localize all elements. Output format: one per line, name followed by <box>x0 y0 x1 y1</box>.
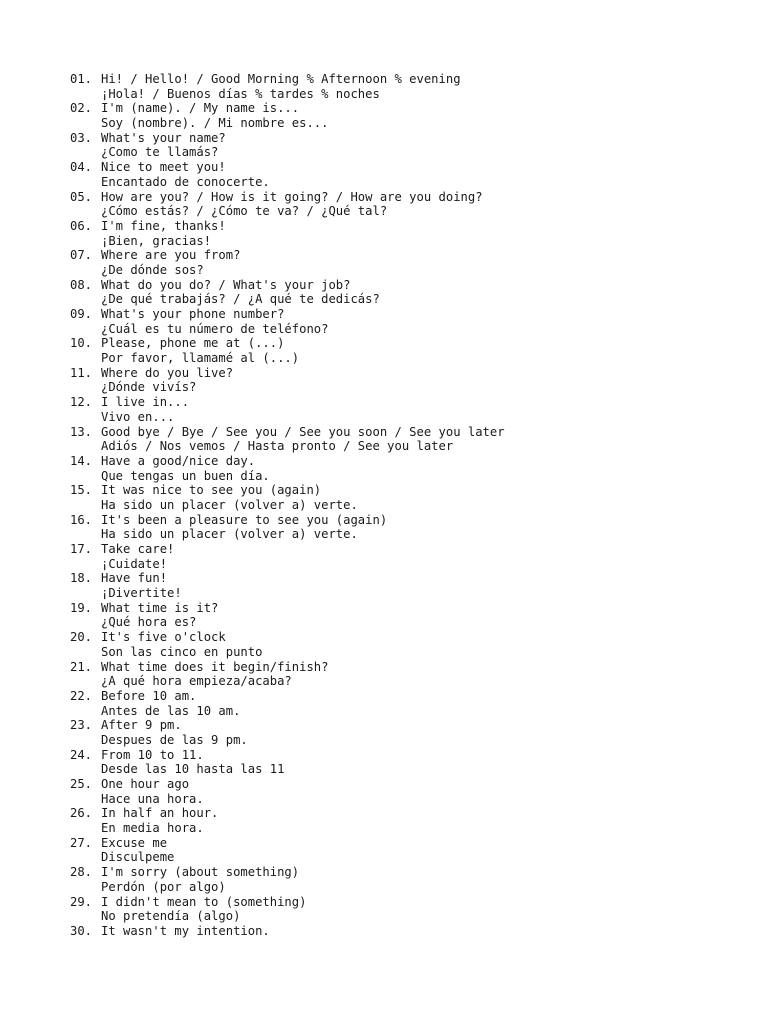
phrase-entry <box>70 278 505 307</box>
entry-number: 22. <box>70 688 93 703</box>
english-phrase: Before 10 am. <box>101 688 197 703</box>
spanish-line <box>70 821 505 836</box>
spanish-phrase: ¿Cómo estás? / ¿Cómo te va? / ¿Qué tal? <box>101 204 388 219</box>
spanish-line <box>70 498 505 513</box>
english-phrase: Please, phone me at (...) <box>101 336 285 351</box>
phrase-entry <box>70 513 505 542</box>
spanish-phrase: Por favor, llamamé al (...) <box>101 351 300 366</box>
english-line <box>70 601 505 616</box>
english-phrase: I'm (name). / My name is... <box>101 101 300 116</box>
spanish-line <box>70 145 505 160</box>
english-line <box>70 101 505 116</box>
entry-number: 16. <box>70 512 93 527</box>
spanish-line <box>70 234 505 249</box>
english-phrase: I'm sorry (about something) <box>101 865 300 880</box>
english-line <box>70 190 505 205</box>
spanish-phrase: Soy (nombre). / Mi nombre es... <box>101 116 329 131</box>
entry-number: 26. <box>70 806 93 821</box>
phrase-entry <box>70 425 505 454</box>
phrase-entry <box>70 748 505 777</box>
english-line <box>70 777 505 792</box>
phrase-entry <box>70 689 505 718</box>
spanish-phrase: Adiós / Nos vemos / Hasta pronto / See you later <box>101 439 454 454</box>
entry-number: 29. <box>70 894 93 909</box>
spanish-line <box>70 674 505 689</box>
phrase-list <box>70 72 505 939</box>
phrase-entry <box>70 307 505 336</box>
english-phrase: Hi! / Hello! / Good Morning % Afternoon % evening <box>101 72 461 86</box>
entry-number: 19. <box>70 600 93 615</box>
english-line <box>70 366 505 381</box>
phrase-entry <box>70 660 505 689</box>
english-line <box>70 425 505 440</box>
entry-number: 08. <box>70 277 93 292</box>
spanish-line <box>70 850 505 865</box>
english-line <box>70 660 505 675</box>
entry-number: 07. <box>70 248 93 263</box>
entry-number: 13. <box>70 424 93 439</box>
phrase-entry <box>70 336 505 365</box>
english-line <box>70 513 505 528</box>
english-phrase: It's five o'clock <box>101 630 226 645</box>
spanish-phrase: Desde las 10 hasta las 11 <box>101 762 285 777</box>
english-phrase: It's been a pleasure to see you (again) <box>101 512 388 527</box>
english-phrase: I live in... <box>101 395 190 410</box>
phrase-entry <box>70 248 505 277</box>
english-line <box>70 718 505 733</box>
spanish-line <box>70 586 505 601</box>
english-line <box>70 806 505 821</box>
phrase-entry <box>70 160 505 189</box>
entry-number: 30. <box>70 923 93 938</box>
phrase-entry <box>70 454 505 483</box>
spanish-phrase: Ha sido un placer (volver a) verte. <box>101 497 358 512</box>
english-phrase: Take care! <box>101 542 175 556</box>
english-phrase: How are you? / How is it going? / How are you doing? <box>101 189 483 204</box>
entry-number: 11. <box>70 365 93 380</box>
english-phrase: It was nice to see you (again) <box>101 483 322 498</box>
english-phrase: It wasn't my intention. <box>101 923 270 938</box>
english-phrase: What's your name? <box>101 130 226 145</box>
spanish-line <box>70 557 505 572</box>
phrase-entry <box>70 483 505 512</box>
english-line <box>70 219 505 234</box>
phrase-entry <box>70 101 505 130</box>
english-line <box>70 248 505 263</box>
spanish-line <box>70 792 505 807</box>
english-phrase: Have a good/nice day. <box>101 453 256 468</box>
spanish-phrase: Son las cinco en punto <box>101 644 263 659</box>
spanish-line <box>70 880 505 895</box>
spanish-line <box>70 351 505 366</box>
english-line <box>70 542 505 557</box>
english-phrase: After 9 pm. <box>101 718 182 733</box>
entry-number: 28. <box>70 865 93 880</box>
phrase-entry <box>70 72 505 101</box>
spanish-phrase: No pretendía (algo) <box>101 909 241 924</box>
english-phrase: From 10 to 11. <box>101 747 204 762</box>
phrase-entry <box>70 219 505 248</box>
spanish-phrase: Disculpeme <box>101 850 175 865</box>
english-line <box>70 307 505 322</box>
spanish-phrase: Que tengas un buen día. <box>101 468 270 483</box>
spanish-line <box>70 380 505 395</box>
english-line <box>70 865 505 880</box>
spanish-line <box>70 322 505 337</box>
english-line <box>70 630 505 645</box>
english-phrase: What do you do? / What's your job? <box>101 277 351 292</box>
spanish-line <box>70 204 505 219</box>
spanish-phrase: Vivo en... <box>101 409 175 424</box>
english-phrase: I didn't mean to (something) <box>101 894 307 909</box>
english-phrase: Have fun! <box>101 571 168 586</box>
english-line <box>70 131 505 146</box>
phrase-entry <box>70 806 505 835</box>
spanish-phrase: ¡Cuidate! <box>101 556 168 571</box>
english-phrase: What time is it? <box>101 600 219 615</box>
spanish-phrase: ¡Divertite! <box>101 586 182 601</box>
phrase-entry <box>70 571 505 600</box>
entry-number: 25. <box>70 777 93 791</box>
english-line <box>70 571 505 586</box>
spanish-line <box>70 292 505 307</box>
spanish-phrase: ¿Qué hora es? <box>101 615 197 630</box>
english-line <box>70 924 505 939</box>
spanish-phrase: Ha sido un placer (volver a) verte. <box>101 527 358 542</box>
english-line <box>70 278 505 293</box>
phrase-entry <box>70 542 505 571</box>
phrase-entry <box>70 190 505 219</box>
english-line <box>70 689 505 704</box>
phrase-entry <box>70 366 505 395</box>
phrase-entry <box>70 395 505 424</box>
phrase-entry <box>70 601 505 630</box>
spanish-line <box>70 762 505 777</box>
english-line <box>70 395 505 410</box>
english-phrase: Good bye / Bye / See you / See you soon / See you later <box>101 424 505 439</box>
english-phrase: I'm fine, thanks! <box>101 218 226 233</box>
english-line <box>70 483 505 498</box>
spanish-line <box>70 615 505 630</box>
english-line <box>70 748 505 763</box>
entry-number: 05. <box>70 189 93 204</box>
entry-number: 09. <box>70 307 93 321</box>
english-line <box>70 454 505 469</box>
spanish-phrase: ¿A qué hora empieza/acaba? <box>101 674 292 689</box>
spanish-line <box>70 527 505 542</box>
entry-number: 02. <box>70 101 93 116</box>
english-line <box>70 895 505 910</box>
spanish-phrase: ¿Cuál es tu número de teléfono? <box>101 321 329 336</box>
spanish-phrase: En media hora. <box>101 821 204 836</box>
entry-number: 20. <box>70 630 93 645</box>
english-phrase: Nice to meet you! <box>101 160 226 175</box>
entry-number: 15. <box>70 483 93 498</box>
spanish-line <box>70 704 505 719</box>
phrase-entry <box>70 895 505 924</box>
english-phrase: One hour ago <box>101 777 190 791</box>
spanish-phrase: Antes de las 10 am. <box>101 703 241 718</box>
spanish-phrase: Despues de las 9 pm. <box>101 732 248 747</box>
phrase-entry <box>70 777 505 806</box>
spanish-phrase: ¡Hola! / Buenos días % tardes % noches <box>101 86 380 101</box>
english-phrase: Where do you live? <box>101 365 234 380</box>
phrase-entry <box>70 718 505 747</box>
spanish-line <box>70 87 505 102</box>
english-line <box>70 336 505 351</box>
phrase-entry <box>70 924 505 939</box>
spanish-line <box>70 175 505 190</box>
english-phrase: What's your phone number? <box>101 307 285 321</box>
english-phrase: Excuse me <box>101 835 168 850</box>
spanish-line <box>70 410 505 425</box>
spanish-phrase: ¿De qué trabajás? / ¿A qué te dedicás? <box>101 292 380 307</box>
entry-number: 06. <box>70 218 93 233</box>
entry-number: 17. <box>70 542 93 556</box>
english-phrase: What time does it begin/finish? <box>101 659 329 674</box>
phrase-entry <box>70 131 505 160</box>
spanish-line <box>70 733 505 748</box>
entry-number: 24. <box>70 747 93 762</box>
entry-number: 03. <box>70 130 93 145</box>
entry-number: 01. <box>70 72 93 86</box>
spanish-phrase: Perdón (por algo) <box>101 879 226 894</box>
english-phrase: In half an hour. <box>101 806 219 821</box>
spanish-line <box>70 909 505 924</box>
spanish-phrase: ¿De dónde sos? <box>101 262 204 277</box>
spanish-phrase: Encantado de conocerte. <box>101 174 270 189</box>
entry-number: 14. <box>70 453 93 468</box>
spanish-phrase: Hace una hora. <box>101 791 204 806</box>
spanish-line <box>70 116 505 131</box>
phrase-entry <box>70 836 505 865</box>
spanish-phrase: ¡Bien, gracias! <box>101 233 212 248</box>
english-line <box>70 836 505 851</box>
spanish-line <box>70 263 505 278</box>
entry-number: 04. <box>70 160 93 175</box>
spanish-line <box>70 469 505 484</box>
spanish-phrase: ¿Como te llamás? <box>101 145 219 160</box>
entry-number: 18. <box>70 571 93 586</box>
entry-number: 23. <box>70 718 93 733</box>
entry-number: 21. <box>70 659 93 674</box>
phrase-entry <box>70 630 505 659</box>
entry-number: 10. <box>70 336 93 351</box>
entry-number: 12. <box>70 395 93 410</box>
english-phrase: Where are you from? <box>101 248 241 263</box>
entry-number: 27. <box>70 835 93 850</box>
english-line <box>70 72 505 87</box>
english-line <box>70 160 505 175</box>
spanish-phrase: ¿Dónde vivís? <box>101 380 197 395</box>
phrase-entry <box>70 865 505 894</box>
spanish-line <box>70 439 505 454</box>
spanish-line <box>70 645 505 660</box>
